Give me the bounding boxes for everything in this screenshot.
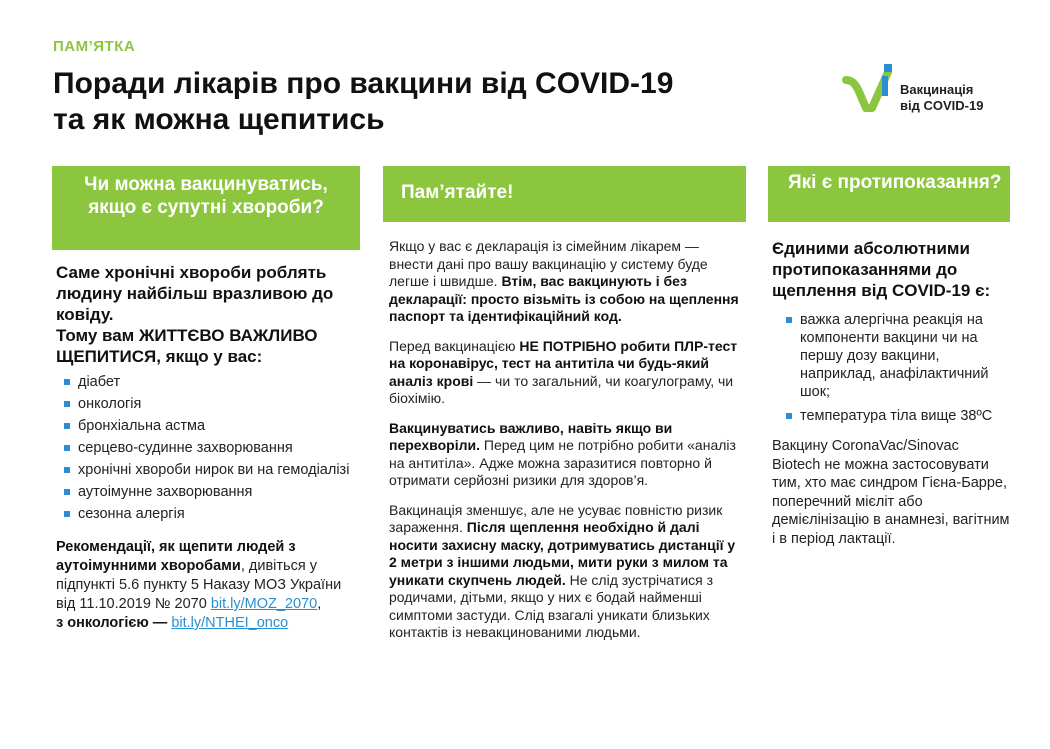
recommendations-note: Рекомендації, як щепити людей з аутоімунними хворобами, дивіться у підпункті 5.6 пункту 5 Наказу МОЗ України від 11.10.2019 № 2070 bit.ly/MOZ_2070, з онкологією — bit.ly/NTHEI_onco bbox=[56, 539, 342, 631]
logo-line-1: Вакцинація bbox=[900, 82, 974, 97]
paragraph-after-illness: Вакцинуватись важливо, навіть якщо ви перехворіли. Перед цим не потрібно робити «аналіз на антитіла». Адже можна заразитися повторно й отримати серйозні ризики для здоров’я. bbox=[389, 419, 736, 488]
column-comorbidities bbox=[52, 166, 360, 633]
document-label: ПАМ’ЯТКА bbox=[53, 38, 136, 55]
list-item: бронхіальна астма bbox=[64, 417, 360, 436]
reco-onco-bold: з онкологією — bbox=[56, 615, 172, 631]
bullet-icon bbox=[786, 317, 792, 323]
list-item: важка алергічна реакція на компоненти вакцини чи на першу дозу вакцини, наприклад, анафілактичний шок; bbox=[786, 311, 1010, 401]
bullet-icon bbox=[64, 423, 70, 429]
contraindications-lead: Єдиними абсолютними протипоказаннями до щеплення від COVID-19 є: bbox=[772, 239, 991, 300]
list-item: сезонна алергія bbox=[64, 505, 360, 524]
list-item: діабет bbox=[64, 373, 360, 392]
column-remember bbox=[383, 166, 746, 654]
bullet-icon bbox=[786, 413, 792, 419]
reco-text: , дивіться у підпункті 5.6 пункту 5 Наказу МОЗ України від 11.10.2019 № 2070 bbox=[56, 558, 342, 612]
banner-remember: Пам’ятайте! bbox=[383, 166, 746, 222]
reco-bold: Рекомендації, як щепити людей з аутоімунними хворобами bbox=[56, 539, 296, 574]
logo-line-2: від COVID-19 bbox=[900, 98, 984, 113]
bullet-icon bbox=[64, 401, 70, 407]
column-contraindications bbox=[768, 166, 1010, 560]
list-item: хронічні хвороби нирок ви на гемодіалізі bbox=[64, 461, 360, 480]
contraindications-list bbox=[768, 311, 1010, 425]
paragraph-declaration: Якщо у вас є декларація із сімейним лікарем — внести дані про вашу вакцинацію у систему буде легше і швидше. Втім, вас вакцинують і без декларації: просто візьміть із собою на щеплення паспорт та ідентифікаційний код. bbox=[389, 238, 739, 324]
title-line-1: Поради лікарів про вакцини від COVID-19 bbox=[53, 67, 674, 100]
v-check-icon bbox=[842, 62, 898, 118]
bullet-icon bbox=[64, 467, 70, 473]
banner-contraindications: Які є протипоказання? bbox=[768, 166, 1010, 222]
bullet-icon bbox=[64, 489, 70, 495]
bullet-icon bbox=[64, 379, 70, 385]
moz-2070-link[interactable]: bit.ly/MOZ_2070 bbox=[210, 596, 318, 612]
list-item: аутоімунне захворювання bbox=[64, 483, 360, 502]
comorbidities-lead bbox=[56, 262, 360, 367]
list-item: температура тіла вище 38ºС bbox=[786, 407, 1010, 425]
lead-part-1: Саме хронічні хвороби роблять людину найбільш вразливою до ковіду. bbox=[56, 263, 334, 324]
title-line-2: та як можна щепитись bbox=[53, 103, 385, 136]
paragraph-precautions: Вакцинація зменшує, але не усуває повністю ризик зараження. Після щеплення необхідно й далі носити захисну маску, дотримуватись дистанції у 2 метри з іншими людьми, мити руки з милом та уникати скупчень людей. Не слід зустрічатися з родичами, дітьми, якщо у них є бодай найменші симптоми застуди. Слід взагалі уникати близьких контактів із невакцинованими людьми. bbox=[389, 501, 736, 640]
bullet-icon bbox=[64, 511, 70, 517]
conditions-list bbox=[52, 373, 360, 524]
banner-comorbidities: Чи можна вакцинуватись, якщо є супутні хвороби? bbox=[52, 166, 360, 250]
paragraph-no-tests: Перед вакцинацією НЕ ПОТРІБНО робити ПЛР-тест на коронавірус, тест на антитіла чи будь-який аналіз крові — чи то загальний, чи коагулограму, чи біохімію. bbox=[389, 337, 738, 406]
list-item: серцево-судинне захворювання bbox=[64, 439, 360, 458]
page-title bbox=[53, 66, 813, 138]
lead-part-2: Тому вам ЖИТТЄВО ВАЖЛИВО ЩЕПИТИСЯ, якщо у вас: bbox=[56, 326, 318, 366]
bullet-icon bbox=[64, 445, 70, 451]
coronavac-note: Вакцину CoronaVac/Sinovac Biotech не можна застосовувати тим, хто має синдром Гієна-Барре, поперечний мієліт або демієлінізацію в анамнезі, вагітним і в період лактації. bbox=[772, 438, 1010, 547]
vaccination-logo bbox=[842, 62, 1012, 118]
nthei-onco-link[interactable]: bit.ly/NTHEI_onco bbox=[171, 615, 289, 631]
list-item: онкологія bbox=[64, 395, 360, 414]
